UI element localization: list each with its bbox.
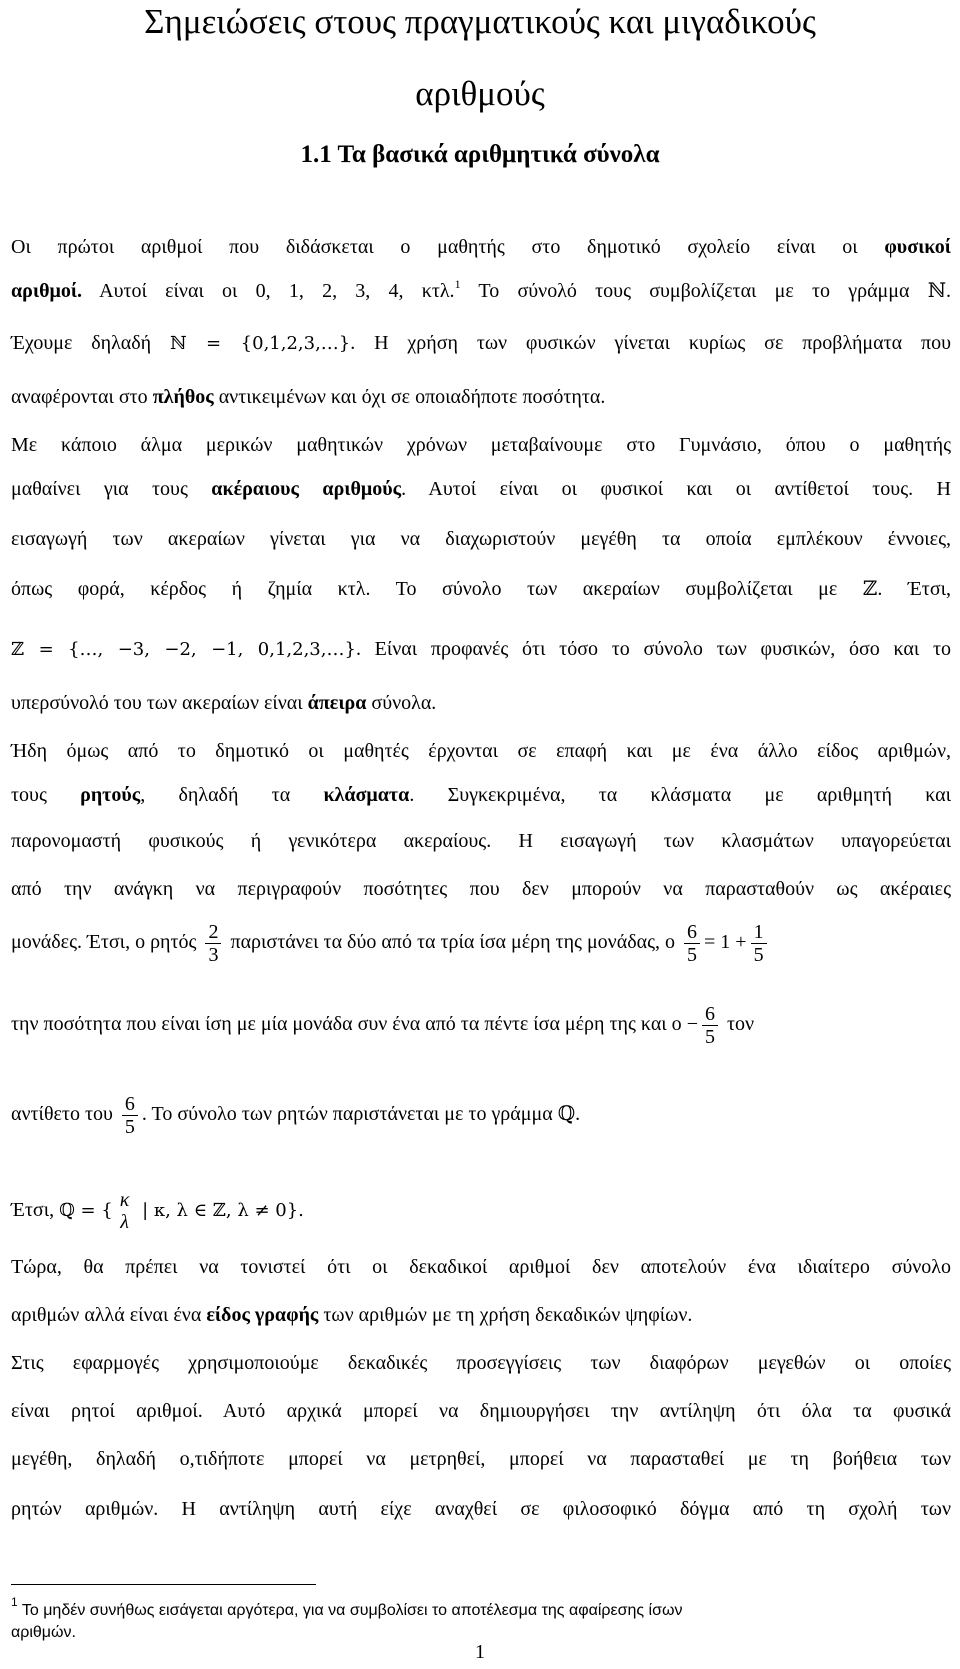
footnote-line-1: $^1$ Το μηδέν συνήθως εισάγεται αργότερα, για να συμβολίσει το αποτέλεσμα της αφαίρεσης ίσων (11, 1595, 683, 1619)
integers-set-formula: ℤ = {…, −3, −2, −1, 0,1,2,3,…} (11, 639, 356, 660)
paragraph-3-line-6: την ποσότητα που είναι ίση με μία μονάδα συν ένα από τα πέντε ίσα μέρη της και ο − $\frac{6}{5}$ τον (11, 1002, 755, 1048)
paragraph-1-line-1: Οι πρώτοι αριθμοί που διδάσκεται ο μαθητής στο δημοτικό σχολείο είναι οι φυσικοί (11, 236, 951, 258)
footnote-ref: 1 (454, 277, 461, 291)
paragraph-1-line-4: αναφέρονται στο πλήθος αντικειμένων και όχι σε οποιαδήποτε ποσότητα. (11, 386, 606, 408)
fraction-two-thirds: $\frac{2}{3}$ (205, 921, 221, 966)
document-title-line2: αριθμούς (415, 74, 545, 113)
paragraph-2-line-5: ℤ = {…, −3, −2, −1, 0,1,2,3,…}. Είναι προφανές ότι τόσο το σύνολο των φυσικών, όσο και το (11, 638, 952, 660)
naturals-set-formula: ℕ = {0,1,2,3,…} (169, 333, 351, 354)
paragraph-5-line-1: Στις εφαρμογές χρησιμοποιούμε δεκαδικές προσεγγίσεις των διαφόρων μεγεθών οι οποίες (11, 1352, 951, 1374)
paragraph-5-line-3: μεγέθη, δηλαδή ο,τιδήποτε μπορεί να μετρηθεί, μπορεί να παρασταθεί με τη βοήθεια των (11, 1448, 951, 1470)
paragraph-5-line-2: είναι ρητοί αριθμοί. Αυτό αρχικά μπορεί να δημιουργήσει την αντίληψη ότι όλα τα φυσικά (11, 1400, 951, 1422)
paragraph-5-line-4: ρητών αριθμών. Η αντίληψη αυτή είχε αναχθεί σε φιλοσοφικό δόγμα από τη σχολή των (11, 1498, 951, 1520)
rationals-set-condition: | κ, λ ∈ ℤ, λ ≠ 0}. (136, 1200, 304, 1221)
paragraph-2-line-4: όπως φορά, κέρδος ή ζημία κτλ. Το σύνολο των ακεραίων συμβολίζεται με ℤ. Έτσι, (11, 578, 951, 600)
paragraph-3-line-7: αντίθετο του $\frac{6}{5}$ . Το σύνολο των ρητών παριστάνεται με το γράμμα ℚ. (11, 1092, 581, 1138)
paragraph-2-line-3: εισαγωγή των ακεραίων γίνεται για να διαχωριστούν μεγέθη τα οποία εμπλέκουν έννοιες, (11, 528, 951, 550)
paragraph-1-line-2: αριθμοί. Αυτοί είναι οι 0, 1, 2, 3, 4, κτλ.$^1$ Το σύνολό τους συμβολίζεται με το γράμμα ℕ. (11, 277, 951, 302)
paragraph-1-line-3: Έχουμε δηλαδή ℕ = {0,1,2,3,…}. Η χρήση των φυσικών γίνεται κυρίως σε προβλήματα που (11, 332, 951, 354)
paragraph-4-line-2: αριθμών αλλά είναι ένα είδος γραφής των αριθμών με τη χρήση δεκαδικών ψηφίων. (11, 1304, 693, 1326)
paragraph-3-line-8: Έτσι, ℚ = { κ λ | κ, λ ∈ ℤ, λ ≠ 0}. (11, 1189, 304, 1234)
document-title-line1: Σημειώσεις στους πραγματικούς και μιγαδικούς (144, 2, 816, 41)
paragraph-3-line-3: παρονομαστή φυσικούς ή γενικότερα ακεραίους. Η εισαγωγή των κλασμάτων υπαγορεύεται (11, 830, 951, 852)
paragraph-2-line-1: Με κάποιο άλμα μερικών μαθητικών χρόνων μεταβαίνουμε στο Γυμνάσιο, όπου ο μαθητής (11, 434, 951, 456)
paragraph-2-line-2: μαθαίνει για τους ακέραιους αριθμούς. Αυτοί είναι οι φυσικοί και οι αντίθετοί τους. Η (11, 478, 951, 500)
fraction-six-fifths-2: $\frac{6}{5}$ (122, 1093, 138, 1138)
section-heading: 1.1 Τα βασικά αριθμητικά σύνολα (300, 141, 660, 168)
page-number: 1 (475, 1641, 485, 1663)
footnote-separator (11, 1584, 316, 1585)
fraction-kappa-over-lambda: κ λ (119, 1189, 130, 1234)
footnote-line-2: αριθμών. (11, 1624, 76, 1641)
paragraph-2-line-6: υπερσύνολό του των ακεραίων είναι άπειρα σύνολα. (11, 692, 437, 714)
paragraph-3-line-1: Ήδη όμως από το δημοτικό οι μαθητές έρχονται σε επαφή και με ένα άλλο είδος αριθμών, (11, 740, 951, 762)
paragraph-3-line-5: μονάδες. Έτσι, ο ρητός $\frac{2}{3}$ παριστάνει τα δύο από τα τρία ίσα μέρη της μονάδας, ο $\frac{6}{5}$ = 1 + $\frac{1}{5}$ (11, 912, 951, 972)
paragraph-3-line-4: από την ανάγκη να περιγραφούν ποσότητες που δεν μπορούν να παρασταθούν ως ακέραιες (11, 878, 951, 900)
fraction-six-fifths: $\frac{6}{5}$ (684, 921, 700, 966)
fraction-one-fifth: $\frac{1}{5}$ (751, 921, 767, 966)
paragraph-3-line-2: τους ρητούς, δηλαδή τα κλάσματα. Συγκεκριμένα, τα κλάσματα με αριθμητή και (11, 784, 952, 806)
fraction-negative-six-fifths: $\frac{6}{5}$ (702, 1003, 718, 1048)
paragraph-4-line-1: Τώρα, θα πρέπει να τονιστεί ότι οι δεκαδικοί αριθμοί δεν αποτελούν ένα ιδιαίτερο σύνολο (11, 1256, 951, 1278)
